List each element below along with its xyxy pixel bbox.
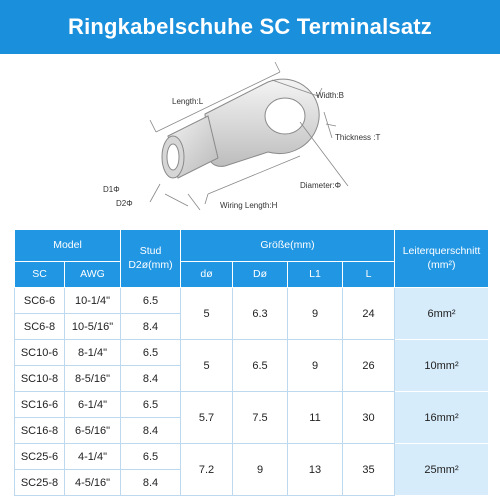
- sc-cell: SC6-8: [15, 314, 65, 340]
- l-cell: 30: [343, 392, 395, 444]
- awg-cell: 8-1/4": [65, 340, 121, 366]
- sc-cell: SC10-6: [15, 340, 65, 366]
- l-cell: 35: [343, 444, 395, 496]
- d-big-cell: 9: [233, 444, 288, 496]
- d-big-cell: 6.5: [233, 340, 288, 392]
- leiter-cell: 10mm²: [395, 340, 489, 392]
- diameter-label: Diameter:Φ: [300, 181, 342, 190]
- ring-terminal-diagram: [0, 54, 500, 230]
- d-big-cell: 6.3: [233, 288, 288, 340]
- d-small-cell: 5.7: [181, 392, 233, 444]
- l-header: L: [343, 262, 395, 288]
- sc-cell: SC10-8: [15, 366, 65, 392]
- table-row: [15, 392, 489, 418]
- length-label: Length:L: [172, 97, 204, 106]
- l1-cell: 11: [288, 392, 343, 444]
- sc-cell: SC25-8: [15, 470, 65, 496]
- stud-cell: 6.5: [121, 392, 181, 418]
- l1-cell: 9: [288, 288, 343, 340]
- stud-cell: 8.4: [121, 314, 181, 340]
- thickness-label: Thickness :T: [335, 133, 381, 142]
- l-cell: 26: [343, 340, 395, 392]
- width-label: Width:B: [316, 91, 345, 100]
- awg-cell: 4-1/4": [65, 444, 121, 470]
- sc-cell: SC25-6: [15, 444, 65, 470]
- model-header: Model: [15, 230, 121, 262]
- l-cell: 24: [343, 288, 395, 340]
- awg-cell: 6-5/16": [65, 418, 121, 444]
- stud-cell: 6.5: [121, 288, 181, 314]
- d-small-cell: 5: [181, 288, 233, 340]
- d2-label: D2Φ: [116, 199, 133, 208]
- d-big-cell: 7.5: [233, 392, 288, 444]
- wiring-length-label: Wiring Length:H: [220, 201, 278, 210]
- leiterquerschnitt-header: Leiterquerschnitt (mm²): [395, 230, 489, 288]
- stud-cell: 6.5: [121, 340, 181, 366]
- stud-cell: 8.4: [121, 418, 181, 444]
- sc-header: SC: [15, 262, 65, 288]
- l1-cell: 13: [288, 444, 343, 496]
- table-row: [15, 288, 489, 314]
- stud-cell: 6.5: [121, 444, 181, 470]
- awg-cell: 8-5/16": [65, 366, 121, 392]
- l1-header: L1: [288, 262, 343, 288]
- awg-cell: 4-5/16": [65, 470, 121, 496]
- d-big-header: Dø: [233, 262, 288, 288]
- leiter-cell: 25mm²: [395, 444, 489, 496]
- table-row: [15, 340, 489, 366]
- l1-cell: 9: [288, 340, 343, 392]
- stud-cell: 8.4: [121, 366, 181, 392]
- table-row: [15, 444, 489, 470]
- awg-cell: 6-1/4": [65, 392, 121, 418]
- page-title: Ringkabelschuhe SC Terminalsatz: [0, 0, 500, 54]
- sc-cell: SC6-6: [15, 288, 65, 314]
- sc-cell: SC16-6: [15, 392, 65, 418]
- sc-cell: SC16-8: [15, 418, 65, 444]
- stud-cell: 8.4: [121, 470, 181, 496]
- spec-table: [14, 229, 489, 496]
- awg-header: AWG: [65, 262, 121, 288]
- d-small-header: dø: [181, 262, 233, 288]
- stud-header: Stud D2ø(mm): [121, 230, 181, 288]
- d-small-cell: 5: [181, 340, 233, 392]
- awg-cell: 10-5/16": [65, 314, 121, 340]
- ring-terminal-shape: [162, 79, 319, 178]
- d-small-cell: 7.2: [181, 444, 233, 496]
- d1-label: D1Φ: [103, 185, 120, 194]
- awg-cell: 10-1/4": [65, 288, 121, 314]
- leiter-cell: 16mm²: [395, 392, 489, 444]
- leiter-cell: 6mm²: [395, 288, 489, 340]
- groesse-header: Größe(mm): [181, 230, 395, 262]
